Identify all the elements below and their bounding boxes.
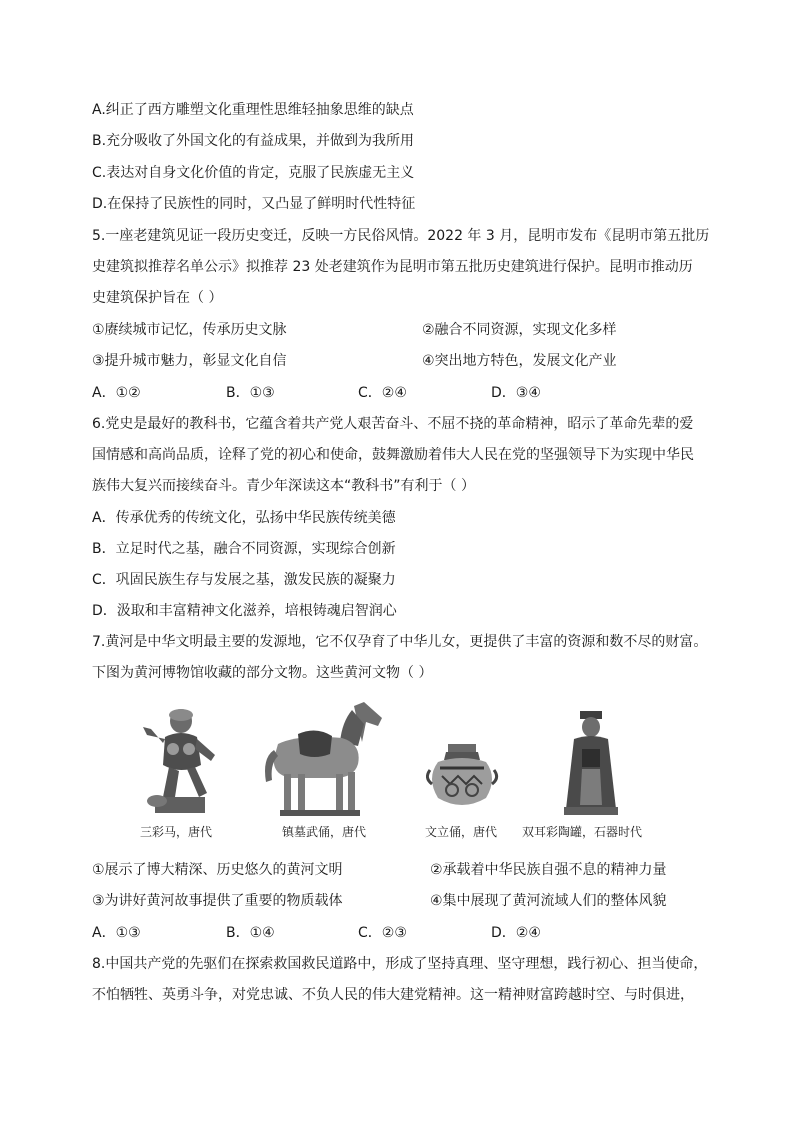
- warrior-figurine-image: [135, 705, 230, 817]
- civil-official-figurine-image: [560, 709, 622, 819]
- q5-item-1: ①赓续城市记忆，传承历史文脉: [92, 322, 287, 338]
- q6-stem-line-2: 国情感和高尚品质，诠释了党的初心和使命，鼓舞激励着伟大人民在党的坚强领导下为实现中华民: [92, 447, 694, 463]
- q6-option-a: A．传承优秀的传统文化，弘扬中华民族传统美德: [92, 510, 396, 526]
- q4-option-d: D.在保持了民族性的同时，又凸显了鲜明时代性特征: [92, 196, 416, 212]
- q7-choice-b: B．①④: [226, 925, 275, 941]
- q6-stem-line-1: 6.党史是最好的教科书，它蕴含着共产党人艰苦奋斗、不屈不挠的革命精神，昭示了革命先辈的爱: [92, 416, 694, 432]
- q5-item-4: ④突出地方特色，发展文化产业: [422, 353, 617, 369]
- q4-option-b: B.充分吸收了外国文化的有益成果，并做到为我所用: [92, 133, 415, 149]
- caption-warrior-figurine: 镇墓武俑，唐代: [282, 825, 367, 839]
- q7-choice-d: D．②④: [491, 925, 541, 941]
- q8-stem-line-1: 8.中国共产党的先驱们在探索救国救民道路中，形成了坚持真理、坚守理想，践行初心、担当使命，: [92, 956, 708, 972]
- q5-choice-d: D．③④: [491, 385, 541, 401]
- q7-stem-line-1: 7.黄河是中华文明最主要的发源地，它不仅孕育了中华儿女，更提供了丰富的资源和数不尽的财富。: [92, 634, 708, 650]
- q7-stem-line-2: 下图为黄河博物馆收藏的部分文物。这些黄河文物（ ）: [92, 665, 433, 681]
- q5-choice-c: C．②④: [358, 385, 407, 401]
- q5-choice-a: A．①②: [92, 385, 141, 401]
- q4-option-c: C.表达对自身文化价值的肯定，克服了民族虚无主义: [92, 165, 415, 181]
- q8-stem-line-2: 不怕牺牲、英勇斗争，对党忠诚、不负人民的伟大建党精神。这一精神财富跨越时空、与时俱进，: [92, 987, 694, 1003]
- q6-option-b: B．立足时代之基，融合不同资源，实现综合创新: [92, 541, 396, 557]
- q5-choice-b: B．①③: [226, 385, 275, 401]
- q7-choice-a: A．①③: [92, 925, 141, 941]
- caption-civil-figurine: 文立俑，唐代: [425, 825, 498, 839]
- q7-choice-c: C．②③: [358, 925, 407, 941]
- caption-pottery-jar: 双耳彩陶罐，石器时代: [522, 825, 643, 839]
- q5-item-3: ③提升城市魅力，彰显文化自信: [92, 353, 287, 369]
- q7-item-1: ①展示了博大精深、历史悠久的黄河文明: [92, 862, 343, 878]
- q4-option-a: A.纠正了西方雕塑文化重理性思维轻抽象思维的缺点: [92, 102, 414, 118]
- q7-item-3: ③为讲好黄河故事提供了重要的物质载体: [92, 893, 343, 909]
- q5-stem-line-3: 史建筑保护旨在（ ）: [92, 290, 223, 306]
- q5-item-2: ②融合不同资源，实现文化多样: [422, 322, 617, 338]
- q7-item-4: ④集中展现了黄河流域人们的整体风貌: [430, 893, 667, 909]
- painted-pottery-jar-image: [424, 742, 501, 814]
- q5-stem-line-2: 史建筑拟推荐名单公示》拟推荐 23 处老建筑作为昆明市第五批历史建筑进行保护。昆明市推动历: [92, 259, 693, 275]
- q6-stem-line-3: 族伟大复兴而接续奋斗。青少年深读这本“教科书”有利于（ ）: [92, 478, 475, 494]
- q5-stem-line-1: 5.一座老建筑见证一段历史变迁，反映一方民俗风情。2022 年 3 月，昆明市发布《昆明市第五批历: [92, 228, 710, 244]
- q6-option-c: C．巩固民族生存与发展之基，激发民族的凝聚力: [92, 572, 396, 588]
- q6-option-d: D．汲取和丰富精神文化滋养，培根铸魂启智润心: [92, 603, 397, 619]
- tricolor-horse-image: [258, 698, 393, 820]
- q7-item-2: ②承载着中华民族自强不息的精神力量: [430, 862, 667, 878]
- caption-tricolor-horse: 三彩马，唐代: [140, 825, 213, 839]
